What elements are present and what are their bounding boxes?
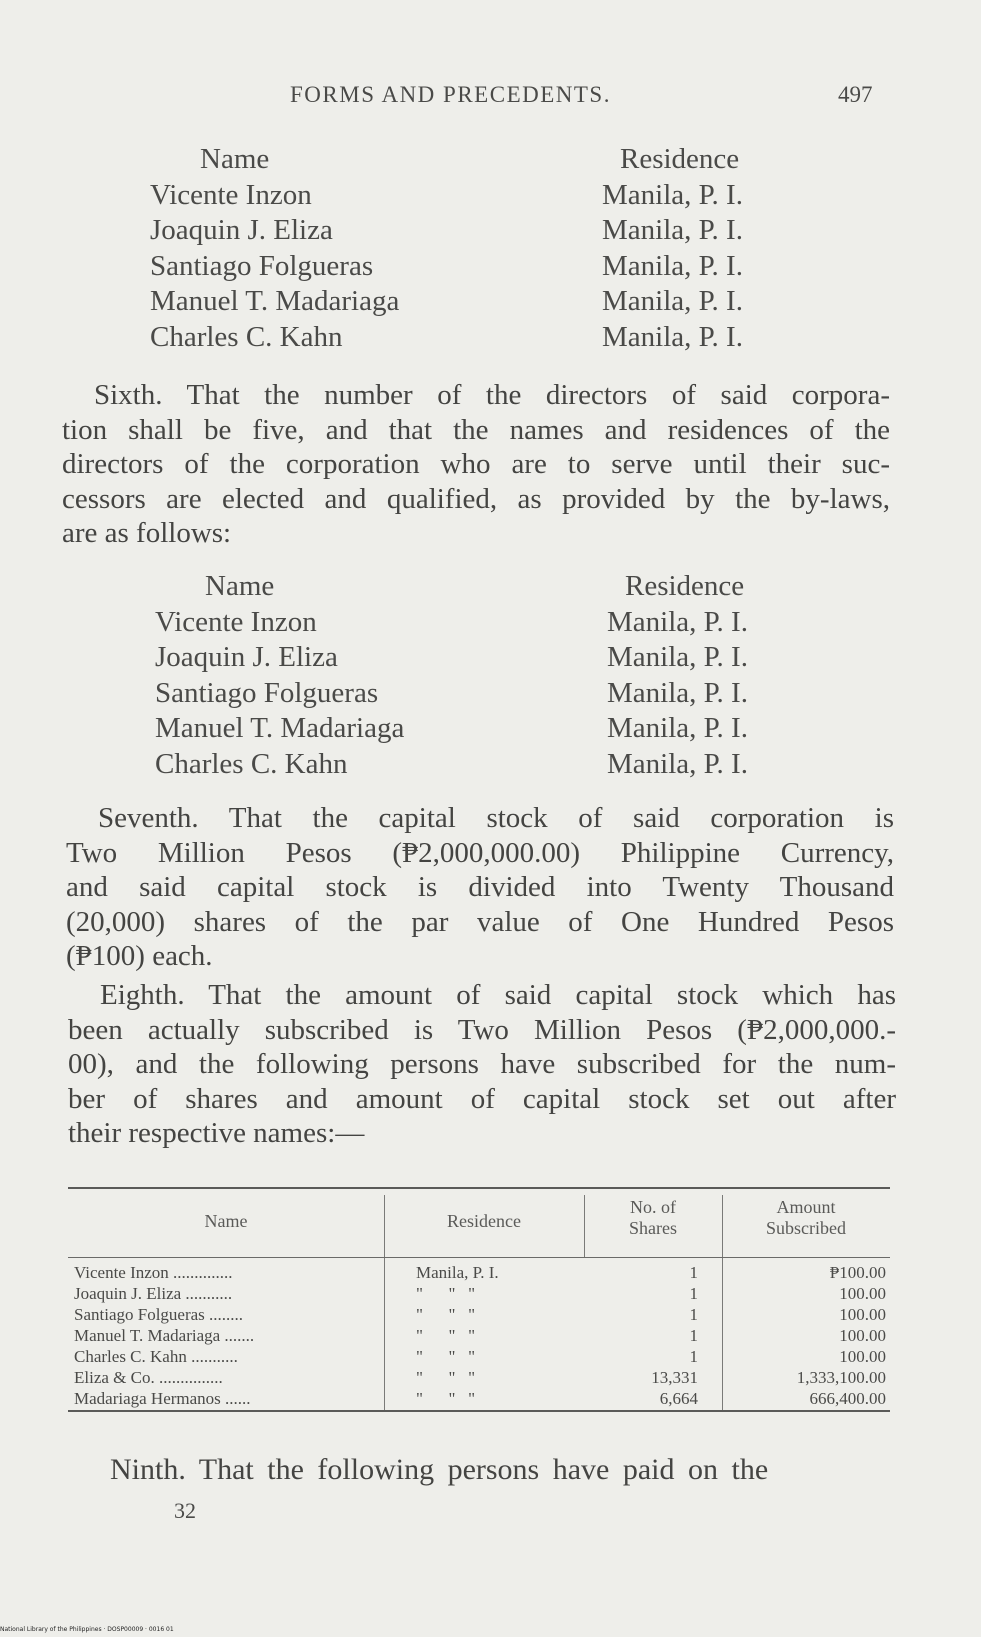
paragraph-line: Eighth. That the amount of said capital stock which has <box>100 979 896 1011</box>
name-heading: Name <box>205 570 275 602</box>
person-residence: Manila, P. I. <box>602 214 743 246</box>
paragraph-line: directors of the corporation who are to serve until their suc- <box>62 448 890 480</box>
column-header-name: Name <box>204 1211 248 1231</box>
person-residence: Manila, P. I. <box>602 249 743 282</box>
cell-residence: " " " <box>416 1368 476 1387</box>
cell-shares: 1 <box>689 1263 698 1282</box>
paragraph-line: (20,000) shares of the par value of One Hundred Pesos <box>66 905 894 938</box>
cell-shares: 1 <box>689 1284 698 1303</box>
cell-residence: " " " <box>416 1326 476 1345</box>
paragraph-line: (₱100) each. <box>66 940 213 972</box>
cell-name: Madariaga Hermanos ...... <box>74 1389 251 1408</box>
person-name: Manuel T. Madariaga <box>150 285 400 317</box>
column-header-amount <box>722 1197 890 1239</box>
person-residence: Manila, P. I. <box>607 712 748 744</box>
cell-amount: 100.00 <box>839 1326 886 1345</box>
name-heading: Name <box>200 143 270 175</box>
residence-heading: Residence <box>625 570 745 602</box>
signature-mark: 32 <box>174 1498 196 1523</box>
paragraph-line: and said capital stock is divided into Twenty Thousand <box>66 871 894 903</box>
paragraph-line: their respective names:— <box>68 1117 365 1149</box>
cell-residence: " " " <box>416 1305 476 1324</box>
column-header-residence: Residence <box>447 1211 521 1231</box>
list-header <box>155 570 855 606</box>
person-name: Joaquin J. Eliza <box>150 214 333 246</box>
cell-amount: 100.00 <box>839 1347 886 1366</box>
paragraph-line: tion shall be five, and that the names and residences of the <box>62 413 890 446</box>
paragraph-line: Sixth. That the number of the directors of said corpora- <box>94 379 890 411</box>
header-line: Subscribed <box>766 1218 846 1238</box>
column-divider <box>584 1195 585 1257</box>
person-residence: Manila, P. I. <box>607 605 748 638</box>
cell-name: Joaquin J. Eliza ........... <box>74 1284 233 1303</box>
subscriptions-table <box>68 1187 890 1412</box>
list-item <box>150 214 850 250</box>
cell-shares: 1 <box>689 1326 698 1345</box>
cell-name: Manuel T. Madariaga ....... <box>74 1326 255 1345</box>
paragraph-line: Seventh. That the capital stock of said corporation is <box>98 802 894 834</box>
seventh-paragraph <box>66 801 894 974</box>
list-header <box>150 143 850 179</box>
eighth-paragraph <box>68 978 896 1151</box>
table-row <box>68 1262 890 1283</box>
person-residence: Manila, P. I. <box>602 178 743 211</box>
cell-residence: " " " <box>416 1347 476 1366</box>
list-item <box>150 321 850 357</box>
scan-footer: National Library of the Philippines · DOSP00009 · 0016 01 <box>0 1626 174 1633</box>
list-item <box>150 285 850 321</box>
table-row <box>68 1388 890 1409</box>
cell-amount: ₱100.00 <box>829 1263 886 1282</box>
table-row <box>68 1325 890 1346</box>
cell-name: Eliza & Co. ............... <box>74 1368 223 1387</box>
page-header <box>0 82 981 114</box>
paragraph-line: been actually subscribed is Two Million Pesos (₱2,000,000.- <box>68 1013 896 1046</box>
person-name: Joaquin J. Eliza <box>155 641 338 673</box>
person-residence: Manila, P. I. <box>607 641 748 673</box>
table-row <box>68 1367 890 1388</box>
directors-list <box>155 570 855 783</box>
column-header-shares <box>584 1197 722 1239</box>
running-head: FORMS AND PRECEDENTS. <box>290 82 611 107</box>
person-residence: Manila, P. I. <box>602 285 743 317</box>
cell-name: Charles C. Kahn ........... <box>74 1347 238 1366</box>
person-name: Charles C. Kahn <box>155 747 348 780</box>
cell-shares: 13,331 <box>651 1368 698 1387</box>
column-divider <box>384 1195 385 1257</box>
list-item <box>155 748 855 784</box>
list-item <box>155 641 855 677</box>
list-item <box>155 677 855 713</box>
cell-name: Vicente Inzon .............. <box>74 1263 233 1282</box>
column-divider <box>722 1195 723 1257</box>
cell-name: Santiago Folgueras ........ <box>74 1305 244 1324</box>
cell-residence: Manila, P. I. <box>416 1263 499 1282</box>
list-item <box>150 250 850 286</box>
cell-amount: 666,400.00 <box>809 1389 886 1408</box>
ninth-paragraph: Ninth. That the following persons have paid on the <box>110 1453 769 1486</box>
table-row <box>68 1304 890 1325</box>
sixth-paragraph <box>62 378 890 551</box>
paragraph-line: Two Million Pesos (₱2,000,000.00) Philippine Currency, <box>66 836 894 869</box>
paragraph-line: 00), and the following persons have subscribed for the num- <box>68 1048 896 1080</box>
list-item <box>155 712 855 748</box>
table-header <box>68 1189 890 1258</box>
residence-heading: Residence <box>620 143 740 175</box>
cell-shares: 6,664 <box>659 1389 698 1408</box>
person-residence: Manila, P. I. <box>607 747 748 780</box>
person-residence: Manila, P. I. <box>602 320 743 353</box>
cell-residence: " " " <box>416 1284 476 1303</box>
paragraph-line: are as follows: <box>62 517 232 549</box>
table-row <box>68 1283 890 1304</box>
cell-amount: 100.00 <box>839 1284 886 1303</box>
person-name: Santiago Folgueras <box>155 676 379 709</box>
paragraph-line: cessors are elected and qualified, as provided by the by-laws, <box>62 482 890 515</box>
paragraph-line: ber of shares and amount of capital stock set out after <box>68 1082 896 1115</box>
person-residence: Manila, P. I. <box>607 676 748 709</box>
person-name: Vicente Inzon <box>150 178 312 211</box>
table-row <box>68 1346 890 1367</box>
person-name: Santiago Folgueras <box>150 249 374 282</box>
header-line: No. of <box>630 1197 676 1217</box>
incorporators-list <box>150 143 850 356</box>
header-line: Amount <box>776 1197 836 1217</box>
person-name: Manuel T. Madariaga <box>155 712 405 744</box>
cell-shares: 1 <box>689 1347 698 1366</box>
header-line: Shares <box>629 1218 677 1238</box>
table-body <box>68 1258 890 1410</box>
list-item <box>155 606 855 642</box>
list-item <box>150 179 850 215</box>
cell-residence: " " " <box>416 1389 476 1408</box>
person-name: Vicente Inzon <box>155 605 317 638</box>
page-number: 497 <box>838 82 873 107</box>
person-name: Charles C. Kahn <box>150 320 343 353</box>
cell-amount: 100.00 <box>839 1305 886 1324</box>
cell-amount: 1,333,100.00 <box>796 1368 886 1387</box>
cell-shares: 1 <box>689 1305 698 1324</box>
